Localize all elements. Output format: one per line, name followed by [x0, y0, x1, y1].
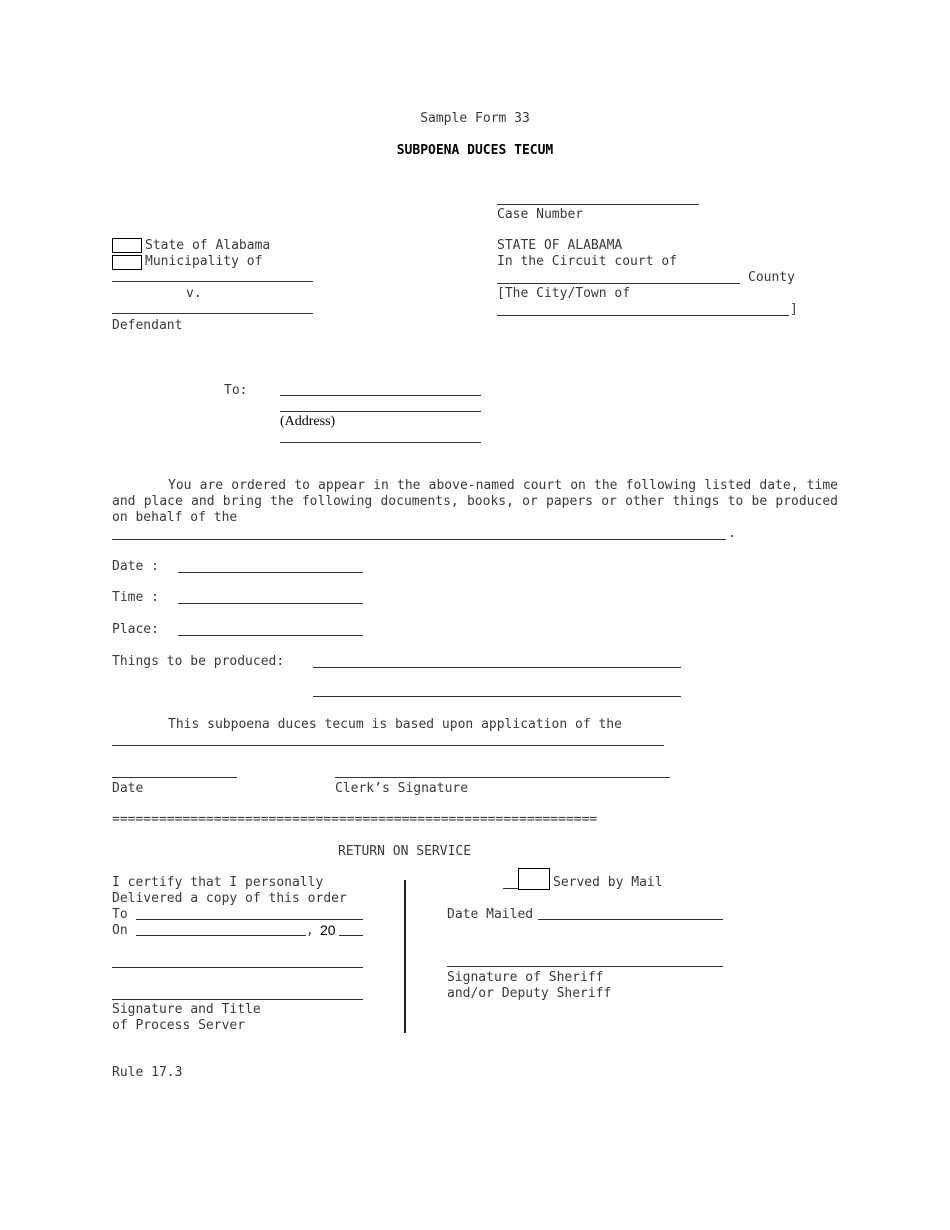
things-label: Things to be produced:	[112, 654, 285, 669]
return-on-comma: ,	[306, 923, 314, 938]
to-address-line[interactable]	[280, 411, 481, 412]
section-separator: ==============================================================	[112, 812, 598, 827]
form-title: SUBPOENA DUCES TECUM	[396, 143, 554, 158]
state-option-label: State of Alabama	[145, 238, 271, 253]
city-town-line[interactable]	[497, 315, 789, 316]
application-text: This subpoena duces tecum is based upon application of the	[168, 717, 622, 732]
return-on-label: On	[112, 923, 128, 938]
county-label: County	[748, 270, 795, 285]
year-prefix: 20	[320, 922, 336, 938]
date-label: Date :	[112, 559, 159, 574]
defendant-line[interactable]	[112, 313, 313, 314]
county-line[interactable]	[497, 283, 740, 284]
clerk-signature-line[interactable]	[335, 777, 670, 778]
things-field-1[interactable]	[313, 667, 681, 668]
place-label: Place:	[112, 622, 159, 637]
return-on-line[interactable]	[136, 935, 306, 936]
served-by-mail-label: Served by Mail	[553, 875, 663, 890]
place-field[interactable]	[178, 635, 363, 636]
date-mailed-line[interactable]	[538, 919, 723, 920]
order-period: .	[728, 526, 736, 541]
form-number: Sample Form 33	[420, 111, 530, 126]
server-signature-line-1[interactable]	[112, 967, 363, 968]
state-label: STATE OF ALABAMA	[497, 238, 623, 253]
municipality-option-label: Municipality of	[145, 254, 263, 269]
municipality-checkbox[interactable]	[112, 255, 142, 270]
sheriff-signature-label-2: and/or Deputy Sheriff	[447, 986, 612, 1001]
state-checkbox[interactable]	[112, 238, 142, 253]
column-divider	[404, 880, 406, 1033]
return-to-line[interactable]	[136, 919, 363, 920]
things-field-2[interactable]	[313, 696, 681, 697]
to-address-line-2[interactable]	[280, 442, 481, 443]
server-signature-label-2: of Process Server	[112, 1018, 246, 1033]
city-bracket: ]	[790, 302, 798, 317]
versus-label: v.	[186, 286, 202, 301]
server-signature-label-1: Signature and Title	[112, 1002, 261, 1017]
clerk-date-line[interactable]	[112, 777, 237, 778]
year-suffix-line[interactable]	[339, 935, 363, 936]
date-field[interactable]	[178, 572, 363, 573]
city-town-label: [The City/Town of	[497, 286, 631, 301]
order-paragraph: You are ordered to appear in the above-named court on the following listed date, time and place and bring the following documents, books, or papers or other things to be produced on behalf of the	[112, 478, 838, 525]
plaintiff-line[interactable]	[112, 281, 313, 282]
case-number-line[interactable]	[497, 204, 699, 205]
to-label: To:	[224, 383, 248, 398]
return-to-label: To	[112, 907, 128, 922]
time-field[interactable]	[178, 603, 363, 604]
case-number-label: Case Number	[497, 207, 584, 222]
server-signature-line-2[interactable]	[112, 999, 363, 1000]
defendant-label: Defendant	[112, 318, 183, 333]
certify-line-1: I certify that I personally	[112, 875, 324, 890]
sheriff-signature-line[interactable]	[447, 966, 723, 967]
on-behalf-of-line[interactable]	[112, 539, 726, 540]
clerk-signature-label: Clerk’s Signature	[335, 781, 469, 796]
address-label: (Address)	[280, 414, 336, 429]
rule-reference: Rule 17.3	[112, 1065, 183, 1080]
to-name-line[interactable]	[280, 395, 481, 396]
sheriff-signature-label-1: Signature of Sheriff	[447, 970, 604, 985]
circuit-court-label: In the Circuit court of	[497, 254, 678, 269]
served-by-mail-checkbox[interactable]	[518, 868, 550, 890]
date-mailed-label: Date Mailed	[447, 907, 534, 922]
served-by-mail-blank[interactable]	[503, 888, 519, 889]
return-title: RETURN ON SERVICE	[338, 844, 472, 859]
application-line[interactable]	[112, 745, 664, 746]
certify-line-2: Delivered a copy of this order	[112, 891, 347, 906]
time-label: Time :	[112, 590, 159, 605]
clerk-date-label: Date	[112, 781, 144, 796]
